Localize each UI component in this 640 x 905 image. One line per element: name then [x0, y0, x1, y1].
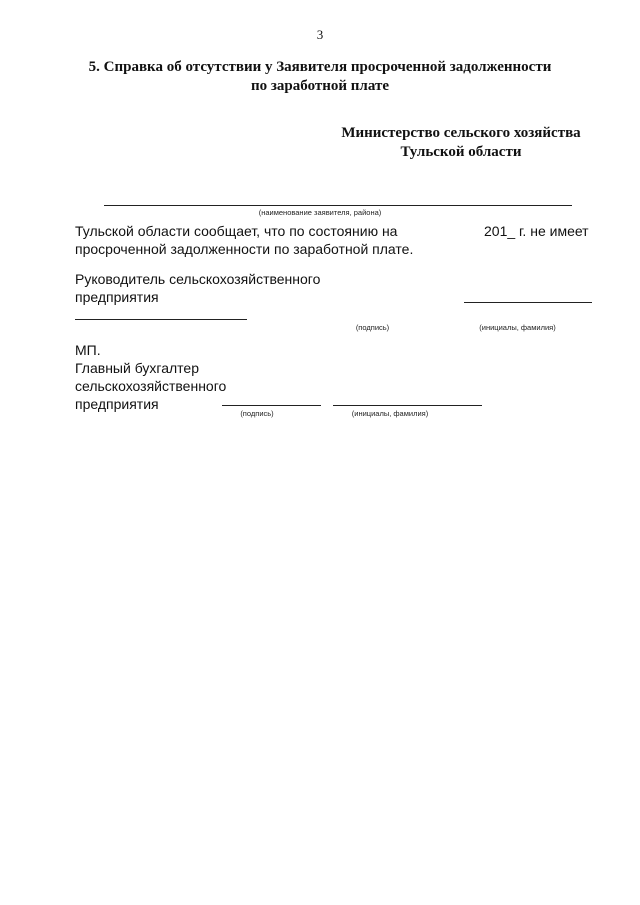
title-line-2: по заработной плате — [251, 78, 389, 94]
accountant-label-line-3: предприятия — [75, 396, 159, 412]
head-label — [75, 270, 375, 306]
document-title — [60, 58, 580, 96]
accountant-block — [75, 341, 275, 413]
accountant-signature-caption: (подпись) — [240, 409, 274, 418]
accountant-signature-line — [222, 405, 321, 406]
recipient-line-2: Тульской области — [400, 144, 522, 160]
page-number: 3 — [316, 27, 324, 42]
applicant-caption: (наименование заявителя, района) — [258, 208, 382, 217]
statement-date-clause: 201_ г. не имеет — [484, 223, 589, 239]
head-label-line-1: Руководитель сельскохозяйственного — [75, 271, 321, 287]
head-signature-line — [75, 319, 247, 320]
recipient-line-1: Министерство сельского хозяйства — [341, 125, 581, 141]
head-label-line-2: предприятия — [75, 289, 159, 305]
accountant-label-line-1: Главный бухгалтер — [75, 360, 199, 376]
head-signature-caption: (подпись) — [355, 323, 390, 332]
head-name-line — [464, 302, 592, 303]
accountant-name-line — [333, 405, 482, 406]
head-name-caption: (инициалы, фамилия) — [479, 323, 556, 332]
recipient-block — [330, 124, 592, 162]
statement-line-2: просроченной задолженности по заработной плате. — [75, 241, 414, 257]
accountant-name-caption: (инициалы, фамилия) — [351, 409, 429, 418]
accountant-label-line-2: сельскохозяйственного — [75, 378, 227, 394]
statement-text — [75, 222, 415, 258]
statement-line-1: Тульской области сообщает, что по состоянию на — [75, 223, 398, 239]
title-line-1: 5. Справка об отсутствии у Заявителя просроченной задолженности — [88, 59, 552, 75]
applicant-name-line — [104, 205, 572, 206]
stamp-label: МП. — [75, 342, 101, 358]
